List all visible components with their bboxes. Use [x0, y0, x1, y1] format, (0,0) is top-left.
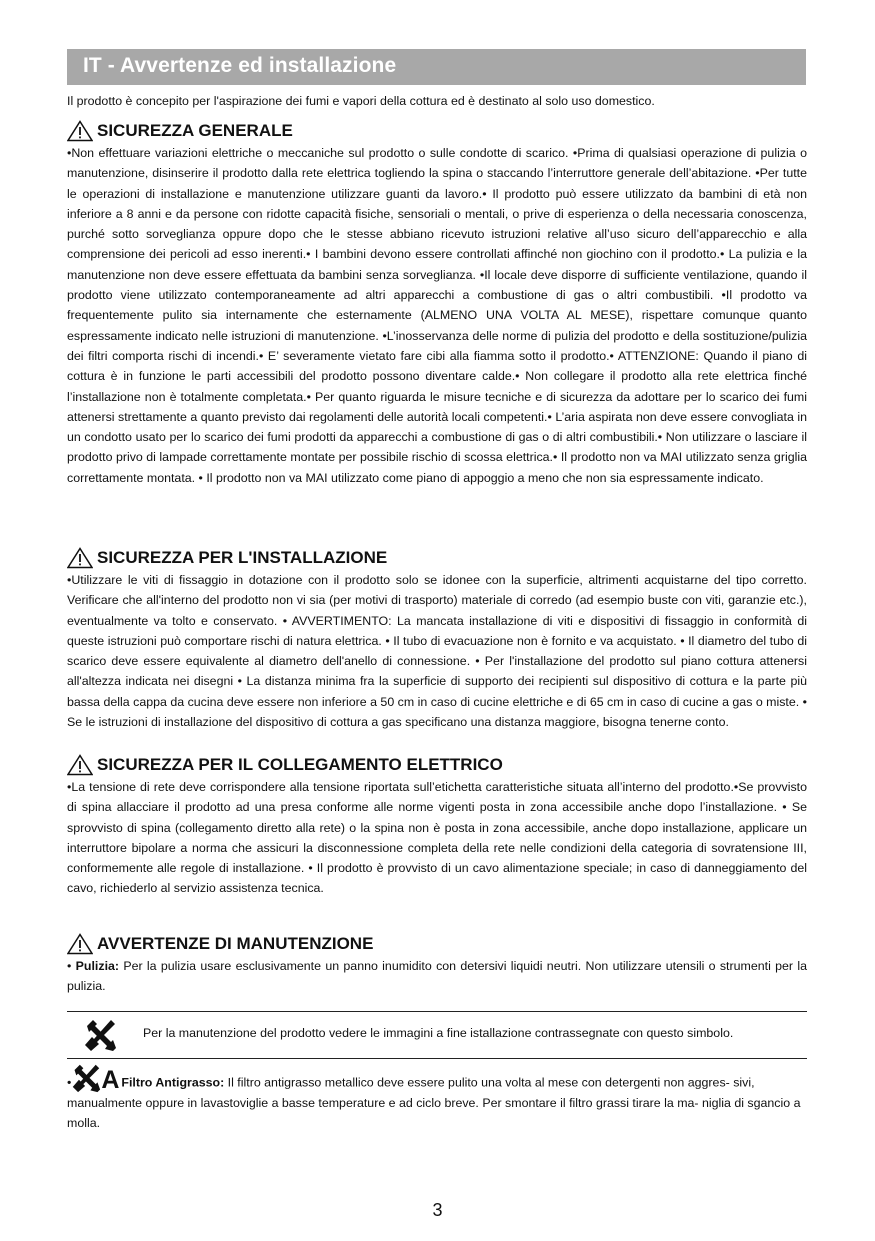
- filter-note: [67, 1063, 807, 1134]
- warning-icon: [67, 754, 93, 776]
- bullet: •: [67, 1075, 72, 1090]
- tools-icon: [71, 1063, 101, 1093]
- section-heading: SICUREZZA PER IL COLLEGAMENTO ELETTRICO: [97, 755, 503, 774]
- section-heading: SICUREZZA PER L'INSTALLAZIONE: [97, 548, 388, 567]
- bullet: •: [67, 959, 72, 973]
- cleaning-label: Pulizia:: [75, 959, 120, 973]
- section-installation-safety: [67, 547, 807, 732]
- section-body: •Utilizzare le viti di fissaggio in dotazione con il prodotto solo se idonee con la superficie, altrimenti acquistarne del tipo corretto. Verificare che all'interno del prodotto non vi sia (per motivi di trasporto) materiale di corredo (ad esempio buste con viti, garanzie etc.), eventualmente va tolto e conservato. • AVVERTIMENTO: La mancata installazione di viti e dispositivi di fissaggio in conformità di queste istruzioni può comportare rischi di natura elettrica. • Il tubo di evacuazione non è fornito e va acquistato. • Il diametro del tubo di scarico deve essere equivalente al diametro dell'anello di connessione. • Per l'installazione del prodotto sul piano cottura attenersi all'altezza indicata nei disegni • La distanza minima fra la superficie di supporto dei recipienti sul dispositivo di cottura e la parte più bassa della cappa da cucina deve essere non inferiore a 50 cm in caso di cucine elettriche e di 65 cm in caso di cucine a gas o miste. • Se le istruzioni di installazione del dispositivo di cottura a gas specificano una distanza maggiore, bisogna tenerne conto.: [67, 573, 807, 730]
- section-heading: AVVERTENZE DI MANUTENZIONE: [97, 934, 374, 953]
- filter-label: Filtro Antigrasso:: [121, 1075, 225, 1090]
- intro-text: Il prodotto è concepito per l'aspirazione dei fumi e vapori della cottura ed è destinato al solo uso domestico.: [67, 94, 655, 108]
- cleaning-text: Per la pulizia usare esclusivamente un panno inumidito con detersivi liquidi neutri. Non utilizzare utensili o strumenti per la pulizia.: [67, 959, 807, 994]
- section-body: [67, 956, 807, 997]
- page-title: IT - Avvertenze ed installazione: [83, 54, 397, 77]
- warning-icon: [67, 547, 93, 569]
- symbol-note-text: Per la manutenzione del prodotto vedere le immagini a fine istallazione contrassegnate con questo simbolo.: [143, 1026, 734, 1040]
- section-heading: SICUREZZA GENERALE: [97, 121, 293, 140]
- warning-icon: [67, 933, 93, 955]
- section-body: •La tensione di rete deve corrispondere alla tensione riportata sull’etichetta caratteristiche situata all’interno del prodotto.•Se provvisto di spina allacciare il prodotto ad una presa conforme alle norme vigenti posta in zona accessibile anche dopo l’installazione. • Se sprovvisto di spina (collegamento diretto alla rete) o la spina non è posta in zona accessibile, anche dopo installazione, applicare un interruttore bipolare a norma che assicuri la disconnessione completa della rete nelle condizioni della categoria di sovratensione III, conformemente alle regole di installazione. • Il prodotto è provvisto di un cavo alimentazione speciale; in caso di danneggiamento del cavo, richiederlo al servizio assistenza tecnica.: [67, 780, 807, 896]
- section-body: •Non effettuare variazioni elettriche o meccaniche sul prodotto o sulle condotte di scarico. •Prima di qualsiasi operazione di pulizia o manutenzione, disinserire il prodotto dalla rete elettrica togliendo la spina o staccando l’interruttore generale dell’abitazione. •Per tutte le operazioni di installazione e manutenzione utilizzare guanti da lavoro.• Il prodotto può essere utilizzato da bambini di età non inferiore a 8 anni e da persone con ridotte capacità fisiche, sensoriali o mentali, o prive di esperienza o della necessaria conoscenza, purché sotto sorveglianza oppure dopo che le stesse abbiano ricevuto istruzioni relative all’uso sicuro dell’apparecchio e alla comprensione dei pericoli ad esso inerenti.• I bambini devono essere controllati affinché non giochino con il prodotto.• La pulizia e la manutenzione non deve essere effettuata da bambini senza sorveglianza. •Il locale deve disporre di sufficiente ventilazione, quando il prodotto viene utilizzato contemporaneamente ad altri apparecchi a combustione di gas o altri combustibili. •Il prodotto va frequentemente pulito sia internamente che esternamente (ALMENO UNA VOLTA AL MESE), rispettare comunque quanto espressamente indicato nelle istruzioni di manutenzione. •L’inosservanza delle norme di pulizia del prodotto e della sostituzione/pulizia dei filtri comporta rischi di incendi.• E’ severamente vietato fare cibi alla fiamma sotto il prodotto.• ATTENZIONE: Quando il piano di cottura è in funzione le parti accessibili del prodotto possono diventare calde.• Non collegare il prodotto alla rete elettrica finché l’installazione non è totalmente completata.• Per quanto riguarda le misure tecniche e di sicurezza da adottare per lo scarico dei fumi attenersi strettamente a quanto previsto dai regolamenti delle autorità locali competenti.• L’aria aspirata non deve essere convogliata in un condotto usato per lo scarico dei fumi prodotti da apparecchi a combustione di gas o di altri combustibili.• Non utilizzare o lasciare il prodotto privo di lampade correttamente montate per possibile rischio di scossa elettrica.• Il prodotto non va MAI utilizzato senza griglia correttamente montata. • Il prodotto non va MAI utilizzato come piano di appoggio a meno che non sia espressamente indicato.: [67, 146, 807, 485]
- section-general-safety: [67, 120, 807, 488]
- page-number: 3: [432, 1200, 443, 1220]
- tools-icon: [83, 1018, 117, 1052]
- filter-letter-a: A: [101, 1066, 120, 1094]
- filter-text: Il filtro antigrasso metallico deve essere pulito una volta al mese con detergenti non aggres- sivi, manualmente oppure in lavastoviglie a basse temperature e ad ciclo breve. Per smontare il filtro grassi tirare la ma- niglia di sgancio a molla.: [67, 1075, 801, 1131]
- title-bar: [67, 49, 806, 85]
- section-electrical-safety: [67, 754, 807, 899]
- section-maintenance: [67, 933, 807, 997]
- warning-icon: [67, 120, 93, 142]
- maintenance-symbol-note: [67, 1011, 807, 1059]
